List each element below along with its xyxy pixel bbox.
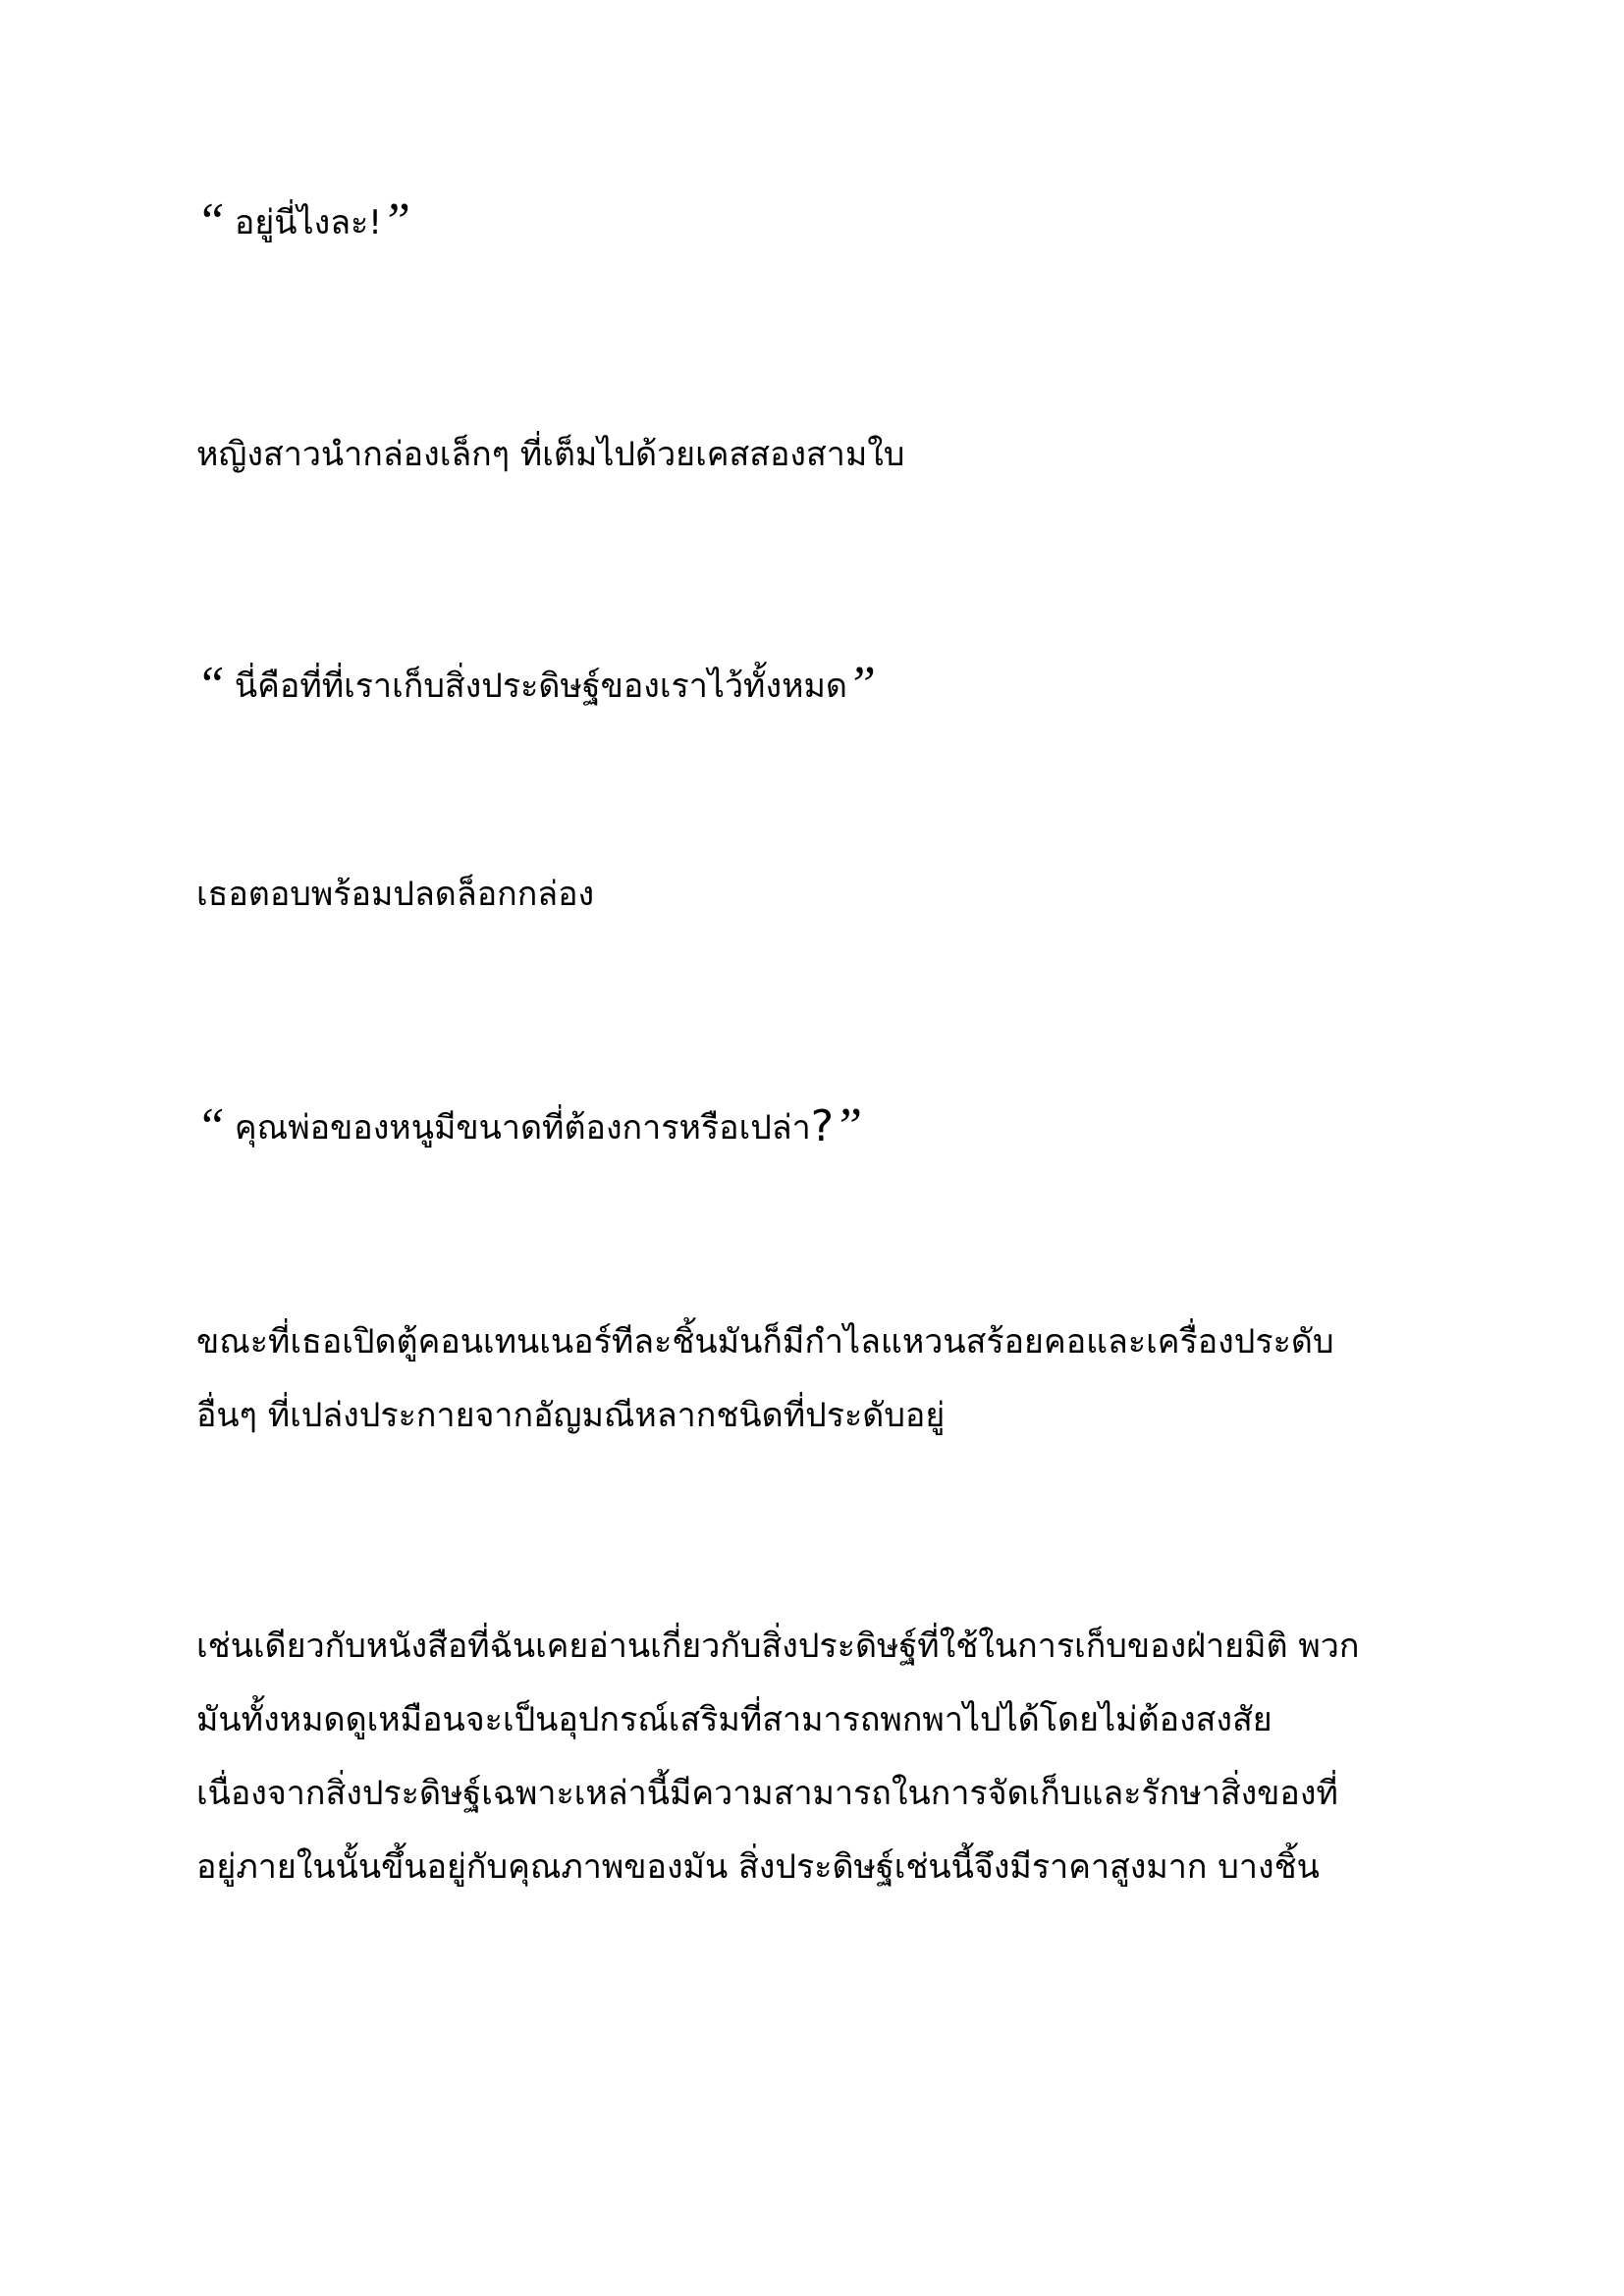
narration-paragraph-3 xyxy=(196,1306,1473,1453)
dialogue-line-3 xyxy=(196,1090,1473,1165)
question-mark: ? xyxy=(810,1101,835,1151)
dialogue-text: คุณพ่อของหนูมีขนาดที่ต้องการหรือเปล่า xyxy=(234,1108,811,1148)
dialogue-line-2 xyxy=(196,648,1473,723)
text-line: หญิงสาวนำกล่องเล็กๆ ที่เต็มไปด้วยเคสสองสามใบ xyxy=(196,435,905,474)
dialogue-text: นี่คือที่ที่เราเก็บสิ่งประดิษฐ์ของเราไว้ทั้งหมด xyxy=(234,667,847,706)
open-quote-mark: “ xyxy=(196,1098,225,1154)
dialogue-text: อยู่นี่ไงละ! xyxy=(234,203,382,242)
text-line: อื่นๆ ที่เปล่งประกายจากอัญมณีหลากชนิดที่ประดับอยู่ xyxy=(196,1396,946,1435)
narration-paragraph-1 xyxy=(196,418,1473,492)
open-quote-mark: “ xyxy=(196,193,225,249)
close-quote-mark: ” xyxy=(846,657,876,713)
text-line: อยู่ภายในนั้นขึ้นอยู่กับคุณภาพของมัน สิ่งประดิษฐ์เช่นนี้จึงมีราคาสูงมาก บางชิ้น xyxy=(196,1847,1320,1887)
narration-paragraph-2 xyxy=(196,858,1473,932)
text-line: เธอตอบพร้อมปลดล็อกกล่อง xyxy=(196,875,595,914)
dialogue-line-1 xyxy=(196,185,1473,260)
text-line: ขณะที่เธอเปิดตู้คอนเทนเนอร์ทีละชิ้นมันก็มีกำไลแหวนสร้อยคอและเครื่องประดับ xyxy=(196,1322,1334,1362)
close-quote-mark: ” xyxy=(834,1098,862,1154)
text-line: เนื่องจากสิ่งประดิษฐ์เฉพาะเหล่านี้มีความสามารถในการจัดเก็บและรักษาสิ่งของที่ xyxy=(196,1774,1338,1813)
text-line: มันทั้งหมดดูเหมือนจะเป็นอุปกรณ์เสริมที่สามารถพกพาไปได้โดยไม่ต้องสงสัย xyxy=(196,1700,1272,1739)
narration-paragraph-4 xyxy=(196,1610,1473,1904)
text-line: เช่นเดียวกับหนังสือที่ฉันเคยอ่านเกี่ยวกับสิ่งประดิษฐ์ที่ใช้ในการเก็บของฝ่ายมิติ พวก xyxy=(196,1627,1360,1666)
close-quote-mark: ” xyxy=(381,193,410,249)
open-quote-mark: “ xyxy=(196,657,225,713)
